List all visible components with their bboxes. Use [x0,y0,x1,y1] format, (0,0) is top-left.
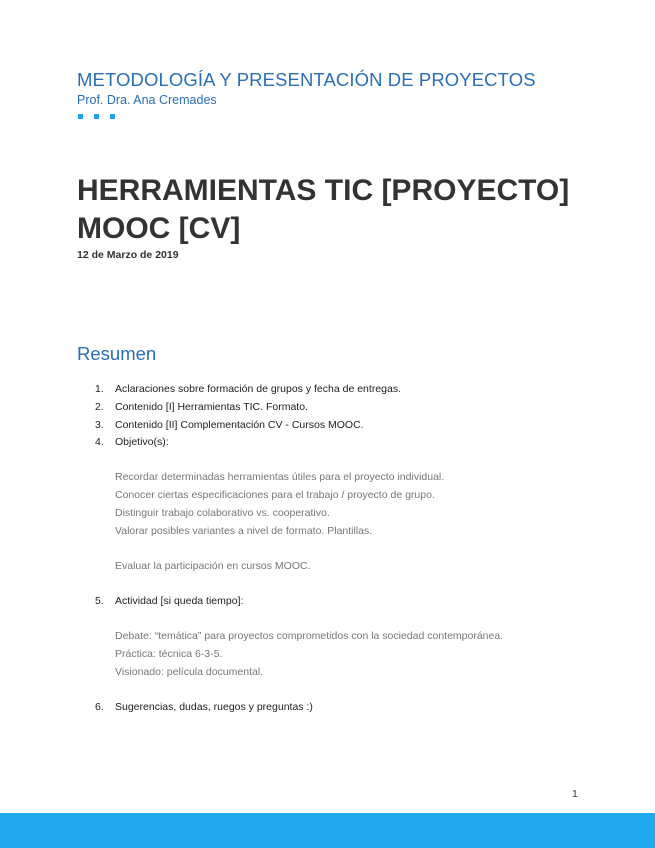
activity-2: Práctica: técnica 6-3-5. [115,648,223,660]
item-text: Contenido [I] Herramientas TIC. Formato. [115,401,308,413]
professor-name: Prof. Dra. Ana Cremades [77,93,217,107]
objective-4: Valorar posibles variantes a nivel de formato. Plantillas. [115,525,373,537]
footer-bar [0,813,655,848]
objective-2: Conocer ciertas especificaciones para el trabajo / proyecto de grupo. [115,489,435,501]
course-title: METODOLOGÍA Y PRESENTACIÓN DE PROYECTOS [77,69,536,90]
item-number: 3. [95,419,104,431]
dot [94,114,99,119]
page-number: 1 [572,788,578,800]
item-number: 5. [95,595,104,607]
item-number: 4. [95,436,104,448]
activity-3: Visionado: película documental. [115,666,264,678]
document-title-line-2: MOOC [CV] [77,212,241,245]
item-text: Actividad [si queda tiempo]: [115,595,244,607]
item-text: Contenido [II] Complementación CV - Cursos MOOC. [115,419,364,431]
document-title-line-1: HERRAMIENTAS TIC [PROYECTO] [77,174,570,207]
objective-5: Evaluar la participación en cursos MOOC. [115,560,311,572]
item-number: 6. [95,701,104,713]
item-text: Objetivo(s): [115,436,169,448]
document-title [77,172,617,248]
objective-3: Distinguir trabajo colaborativo vs. cooperativo. [115,507,330,519]
item-text: Aclaraciones sobre formación de grupos y fecha de entregas. [115,383,401,395]
item-number: 1. [95,383,104,395]
item-number: 2. [95,401,104,413]
objective-1: Recordar determinadas herramientas útiles para el proyecto individual. [115,471,445,483]
dot [78,114,83,119]
summary-heading: Resumen [77,343,157,364]
activity-1: Debate: “temática” para proyectos comprometidos con la sociedad contemporánea. [115,630,504,642]
document-date: 12 de Marzo de 2019 [77,249,179,261]
item-text: Sugerencias, dudas, ruegos y preguntas :) [115,701,313,713]
dot [110,114,115,119]
